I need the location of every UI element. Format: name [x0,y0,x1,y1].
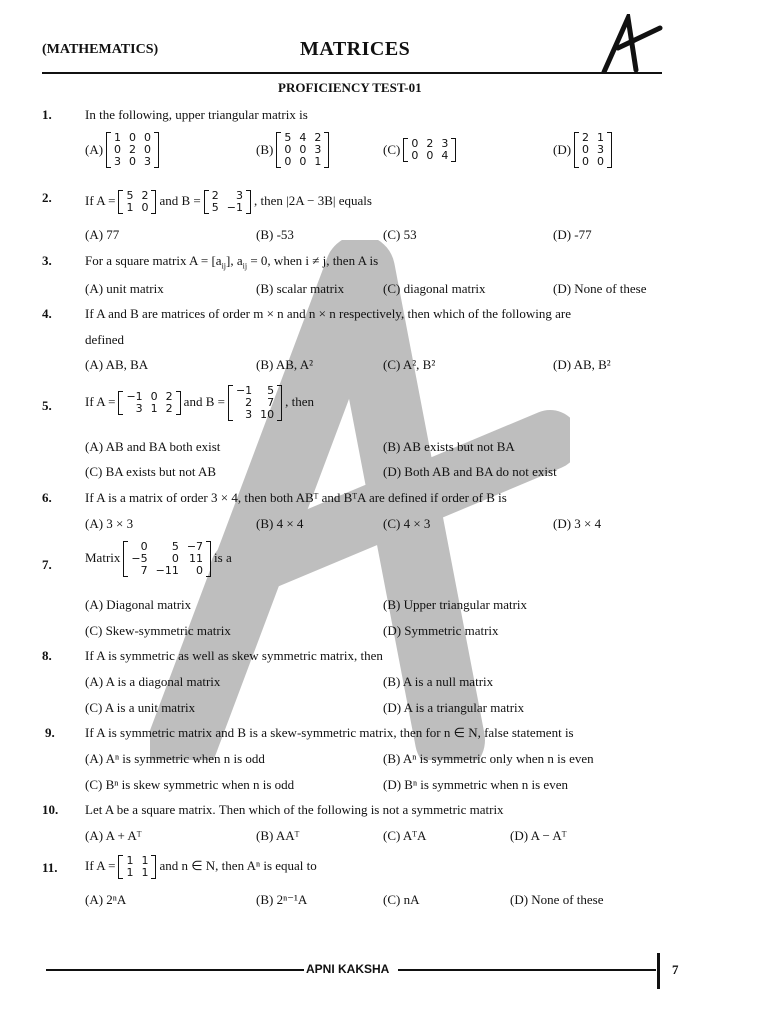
option-d: (D) Both AB and BA do not exist [383,464,557,479]
question-number: 11. [42,860,58,875]
option-b: (B) Aⁿ is symmetric only when n is even [383,751,594,766]
option-c: (C) BA exists but not AB [85,464,217,479]
question-2 [42,190,682,214]
footer-divider [398,969,656,971]
question-text: If A = 1 1 1 1 and n ∈ N, then Aⁿ is equal to [85,854,317,879]
question-text: If A = 5 2 1 0 and B = 2 3 5 −1 , then |2A − 3B| equals [85,189,372,214]
option-c: (C) Skew-symmetric matrix [85,623,231,638]
question-text: Matrix 0 5 −7 −5 0 11 7 −11 0 is a [85,540,232,577]
option-c: (C) 53 [383,227,417,242]
option-c: (C) diagonal matrix [383,281,486,296]
question-number: 10. [42,802,59,817]
page-number: 7 [672,962,679,977]
option-b: (B) scalar matrix [256,281,345,296]
option-c: (C) 0 2 3 0 0 4 [383,138,459,162]
subject-label: (MATHEMATICS) [42,42,159,57]
matrix-b: 2 3 5 −1 [204,190,251,214]
footer-bar [657,953,660,989]
question-number: 9. [45,725,55,740]
option-b: (B) -53 [256,227,294,242]
option-b: (B) Upper triangular matrix [383,597,528,612]
option-a: (A) 77 [85,227,120,242]
question-number: 4. [42,306,52,321]
option-a: (A) 3 × 3 [85,516,134,531]
question-number: 2. [42,190,52,205]
option-d: (D) A − Aᵀ [510,828,567,843]
question-9 [42,725,682,749]
option-d: (D) 3 × 4 [553,516,602,531]
question-4 [42,306,682,330]
option-a: (A) 2ⁿA [85,892,127,907]
option-a: (A) AB and BA both exist [85,439,221,454]
question-text: In the following, upper triangular matrix is [85,107,308,122]
matrix: 0 2 3 0 0 4 [403,138,456,162]
option-d: (D) None of these [510,892,604,907]
option-b: (B) AAᵀ [256,828,300,843]
question-text: Let A be a square matrix. Then which of the following is not a symmetric matrix [85,802,504,817]
question-text: If A is symmetric matrix and B is a skew-symmetric matrix, then for n ∈ N, false statement is [85,725,574,740]
option-c: (C) A², B² [383,357,436,372]
question-8 [42,648,682,672]
question-7 [42,541,682,591]
option-a: (A) A + Aᵀ [85,828,142,843]
option-b: (B) 2ⁿ⁻¹A [256,892,308,907]
option-b: (B) A is a null matrix [383,674,494,689]
option-c: (C) A is a unit matrix [85,700,196,715]
option-d: (D) None of these [553,281,647,296]
question-text: If A is symmetric as well as skew symmetric matrix, then [85,648,383,663]
header-divider [42,72,662,74]
brand-logo-icon [596,14,666,74]
question-text: If A and B are matrices of order m × n and n × n respectively, then which of the following are [85,306,572,321]
matrix: 1 0 0 0 2 0 3 0 3 [106,132,159,168]
question-number: 1. [42,107,52,122]
question-number: 7. [42,557,52,572]
question-text: For a square matrix $A = [a_{ij}]$, $a_{ij} = 0$, when i ≠ j, then A is [85,253,379,271]
option-a: (A) AB, BA [85,357,149,372]
option-a: (A) Diagonal matrix [85,597,192,612]
footer-brand: APNI KAKSHA [306,962,390,976]
page-title: MATRICES [300,38,411,60]
footer-divider [46,969,304,971]
option-a: (A) A is a diagonal matrix [85,674,221,689]
question-3 [42,253,682,277]
question-text-continued: defined [85,332,124,347]
option-d: (D) -77 [553,227,592,242]
option-d: (D) A is a triangular matrix [383,700,525,715]
option-d: (D) AB, B² [553,357,611,372]
option-c: (C) AᵀA [383,828,427,843]
question-number: 6. [42,490,52,505]
option-d: (D) Bⁿ is symmetric when n is even [383,777,568,792]
question-text: If A = −1 0 2 3 1 2 and B = −1 5 2 7 3 10 , then [85,384,315,421]
question-1 [42,107,682,131]
option-d: (D) 2 1 0 3 0 0 [553,132,615,168]
option-a: (A) unit matrix [85,281,164,296]
matrix: 5 4 2 0 0 3 0 0 1 [276,132,329,168]
option-d: (D) Symmetric matrix [383,623,499,638]
matrix: 0 5 −7 −5 0 11 7 −11 0 [123,541,211,577]
test-title: PROFICIENCY TEST-01 [278,80,422,95]
question-text: If A is a matrix of order 3 × 4, then both ABᵀ and BᵀA are defined if order of B is [85,490,507,505]
option-c: (C) 4 × 3 [383,516,431,531]
matrix: 1 1 1 1 [118,855,156,879]
option-a: (A) 1 0 0 0 2 0 3 0 3 [85,132,162,168]
matrix-a: −1 0 2 3 1 2 [118,391,180,415]
option-b: (B) AB, A² [256,357,313,372]
question-number: 5. [42,398,52,413]
question-number: 8. [42,648,52,663]
question-10 [42,802,682,826]
question-number: 3. [42,253,52,268]
option-c: (C) Bⁿ is skew symmetric when n is odd [85,777,295,792]
question-5 [42,385,682,429]
option-c: (C) nA [383,892,420,907]
matrix: 2 1 0 3 0 0 [574,132,612,168]
matrix-a: 5 2 1 0 [118,190,156,214]
option-a: (A) Aⁿ is symmetric when n is odd [85,751,265,766]
question-11 [42,855,682,887]
question-6 [42,490,682,514]
matrix-b: −1 5 2 7 3 10 [228,385,282,421]
option-b: (B) 4 × 4 [256,516,304,531]
option-b: (B) 5 4 2 0 0 3 0 0 1 [256,132,332,168]
option-b: (B) AB exists but not BA [383,439,515,454]
